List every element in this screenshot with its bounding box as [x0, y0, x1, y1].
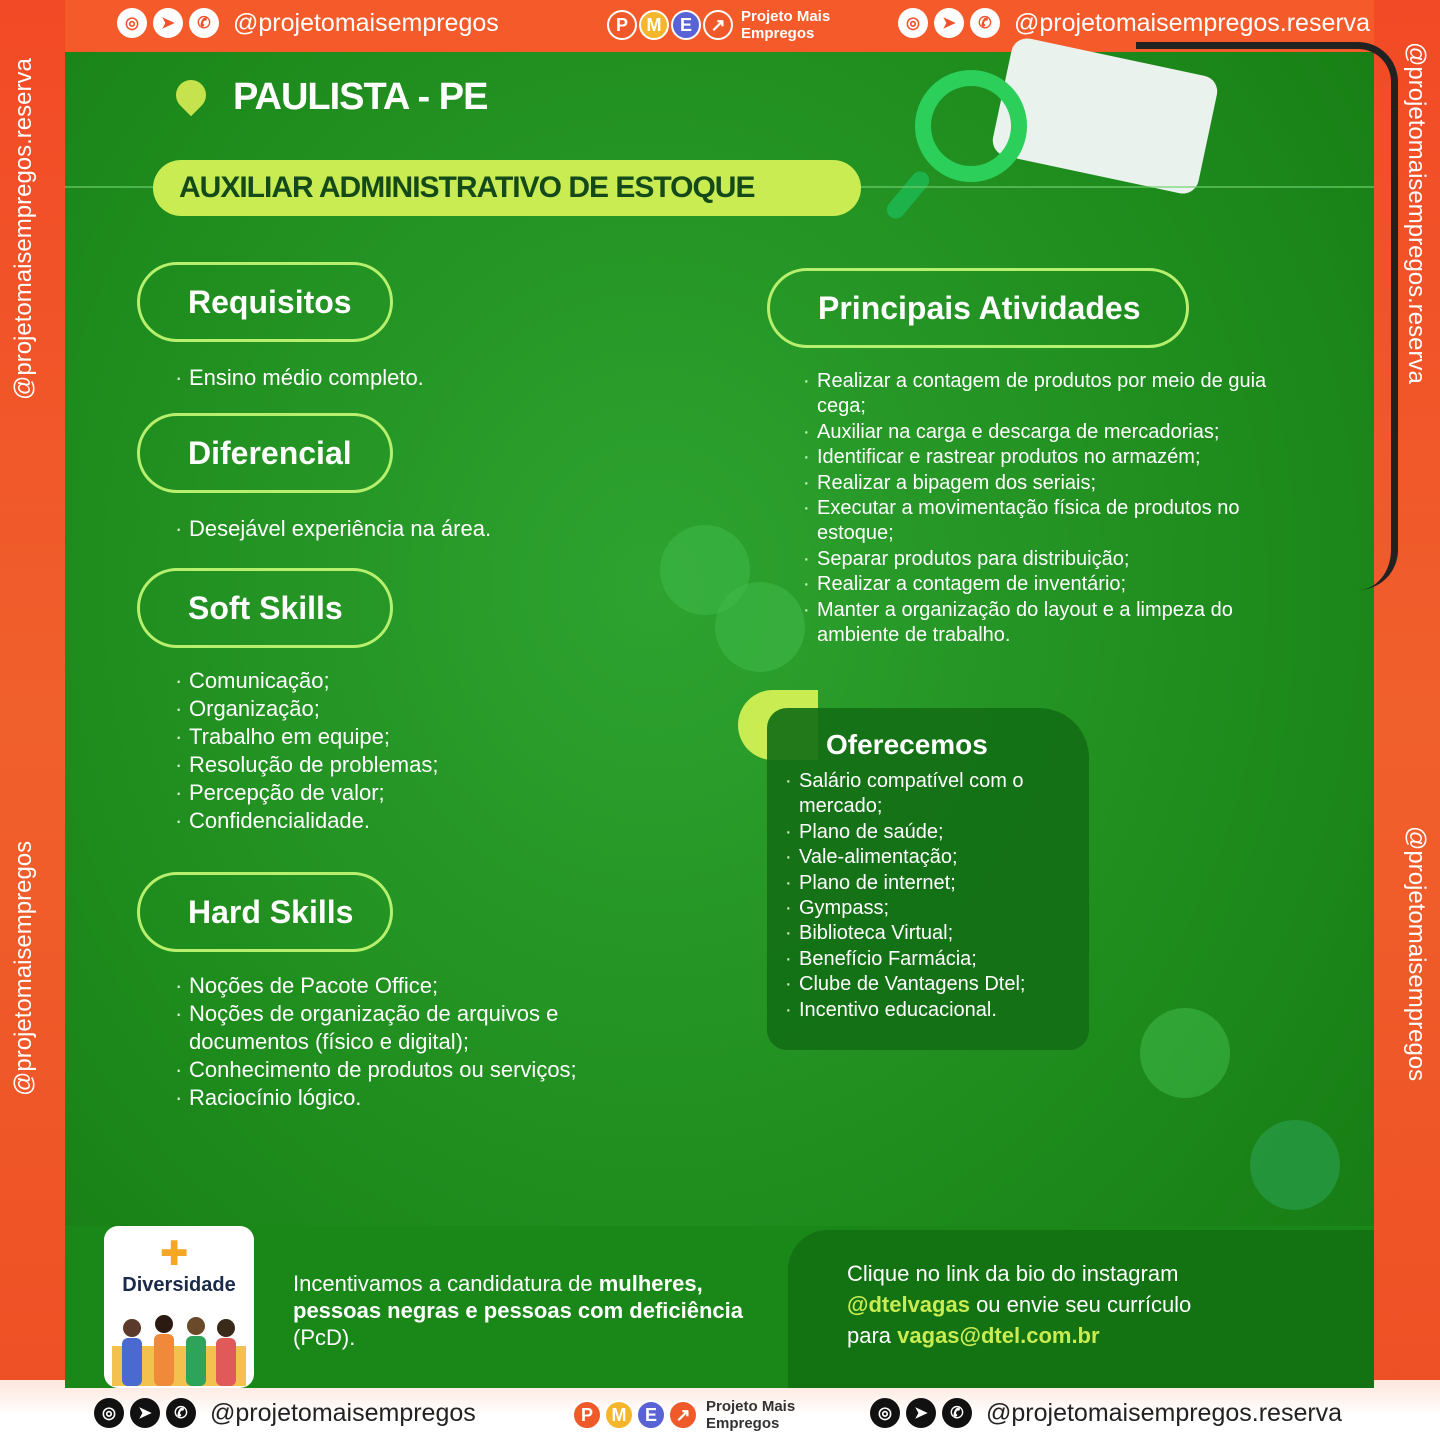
list-item: · Separar produtos para distribuição; [803, 547, 1303, 572]
list-item: · Benefício Farmácia; [785, 947, 1075, 972]
whatsapp-icon[interactable]: ✆ [189, 8, 219, 38]
apply-text: Clique no link da bio do instagram @dtelvagas ou envie seu currículo para vagas@dtel.com.br [847, 1261, 1192, 1348]
instagram-icon[interactable]: ◎ [870, 1398, 900, 1428]
soft-skills-list [175, 667, 635, 835]
list-item: · Executar a movimentação física de produtos no estoque; [803, 496, 1303, 547]
list-item: · Plano de saúde; [785, 820, 1075, 845]
list-item: · Noções de organização de arquivos e documentos (físico e digital); [175, 1000, 645, 1056]
side-handle-right-upper: @projetomaisempregos.reserva [1403, 42, 1430, 384]
diferencial-list [175, 515, 635, 543]
list-item: · Organização; [175, 695, 635, 723]
list-item: · Biblioteca Virtual; [785, 921, 1075, 946]
list-item: · Realizar a contagem de inventário; [803, 572, 1303, 597]
diversity-label: Diversidade [122, 1274, 236, 1296]
section-title-hard-skills: Hard Skills [137, 872, 393, 952]
instagram-handle-link[interactable]: @dtelvagas [847, 1292, 970, 1317]
list-item: · Trabalho em equipe; [175, 723, 635, 751]
brand-logo-top [607, 8, 830, 42]
list-item: · Gympass; [785, 896, 1075, 921]
email-link[interactable]: vagas@dtel.com.br [897, 1323, 1100, 1348]
location-title: PAULISTA - PE [233, 76, 488, 118]
section-title-atividades: Principais Atividades [767, 268, 1189, 348]
telegram-icon[interactable]: ➤ [130, 1398, 160, 1428]
brand-letter-e: E [636, 1400, 666, 1430]
brand-letter-e: E [671, 10, 701, 40]
top-social-left [117, 8, 499, 38]
telegram-icon[interactable]: ➤ [153, 8, 183, 38]
list-item: · Percepção de valor; [175, 779, 635, 807]
list-item: · Vale-alimentação; [785, 845, 1075, 870]
list-item: · Manter a organização do layout e a limpeza do ambiente de trabalho. [803, 598, 1303, 649]
section-title-soft-skills: Soft Skills [137, 568, 393, 648]
list-item: · Auxiliar na carga e descarga de mercadorias; [803, 420, 1303, 445]
side-handle-right-lower: @projetomaisempregos [1403, 826, 1430, 1082]
list-item: · Raciocínio lógico. [175, 1084, 645, 1112]
list-item: · Comunicação; [175, 667, 635, 695]
section-title-requisitos: Requisitos [137, 262, 393, 342]
list-item: · Salário compatível com o mercado; [785, 769, 1075, 820]
list-item: · Confidencialidade. [175, 807, 635, 835]
list-item: · Realizar a bipagem dos seriais; [803, 471, 1303, 496]
requisitos-list [175, 364, 635, 392]
whatsapp-icon[interactable]: ✆ [166, 1398, 196, 1428]
list-item: · Desejável experiência na área. [175, 515, 635, 543]
instagram-icon[interactable]: ◎ [117, 8, 147, 38]
list-item: · Clube de Vantagens Dtel; [785, 972, 1075, 997]
list-item: · Noções de Pacote Office; [175, 972, 645, 1000]
handle-text[interactable]: @projetomaisempregos [210, 1398, 476, 1427]
list-item: · Incentivo educacional. [785, 998, 1075, 1023]
bottom-social-right [870, 1398, 1342, 1428]
whatsapp-icon[interactable]: ✆ [942, 1398, 972, 1428]
oferecemos-list [785, 769, 1075, 1023]
telegram-icon[interactable]: ➤ [906, 1398, 936, 1428]
handle-text[interactable]: @projetomaisempregos.reserva [986, 1398, 1343, 1427]
section-title-diferencial: Diferencial [137, 413, 393, 493]
hard-skills-list [175, 972, 645, 1112]
side-handle-left-lower: @projetomaisempregos [10, 840, 37, 1096]
list-item: · Realizar a contagem de produtos por meio de guia cega; [803, 369, 1303, 420]
handle-text[interactable]: @projetomaisempregos [233, 8, 499, 37]
people-illustration [112, 1306, 246, 1386]
list-item: · Ensino médio completo. [175, 364, 635, 392]
watermark-badge [1140, 1008, 1230, 1098]
incentive-text: Incentivamos a candidatura de mulheres, pessoas negras e pessoas com deficiência (PcD). [293, 1271, 744, 1350]
brand-name: Projeto Mais Empregos [706, 1398, 796, 1432]
section-title-oferecemos: Oferecemos [826, 729, 988, 760]
brand-letter-p: P [607, 10, 637, 40]
job-title-pill: AUXILIAR ADMINISTRATIVO DE ESTOQUE [153, 160, 861, 216]
brand-name: Projeto Mais Empregos [741, 8, 831, 42]
atividades-list [803, 369, 1303, 648]
instagram-icon[interactable]: ◎ [898, 8, 928, 38]
whatsapp-icon[interactable]: ✆ [970, 8, 1000, 38]
list-item: · Plano de internet; [785, 871, 1075, 896]
brand-letter-p: P [572, 1400, 602, 1430]
plus-icon: ✚ [160, 1234, 189, 1274]
list-item: · Conhecimento de produtos ou serviços; [175, 1056, 645, 1084]
brand-letter-m: M [639, 10, 669, 40]
watermark-badge [715, 582, 805, 672]
list-item: · Resolução de problemas; [175, 751, 635, 779]
brand-letter-m: M [604, 1400, 634, 1430]
list-item: · Identificar e rastrear produtos no armazém; [803, 445, 1303, 470]
brand-arrow-icon: ↗ [668, 1400, 698, 1430]
instagram-icon[interactable]: ◎ [94, 1398, 124, 1428]
top-social-right [898, 8, 1370, 38]
handle-text[interactable]: @projetomaisempregos.reserva [1014, 8, 1371, 37]
side-handle-left-upper: @projetomaisempregos.reserva [10, 58, 37, 400]
brand-arrow-icon: ↗ [703, 10, 733, 40]
brand-logo-bottom [572, 1398, 795, 1432]
magnifier-icon [915, 70, 1027, 182]
watermark-badge [1250, 1120, 1340, 1210]
bottom-social-left [94, 1398, 476, 1428]
telegram-icon[interactable]: ➤ [934, 8, 964, 38]
